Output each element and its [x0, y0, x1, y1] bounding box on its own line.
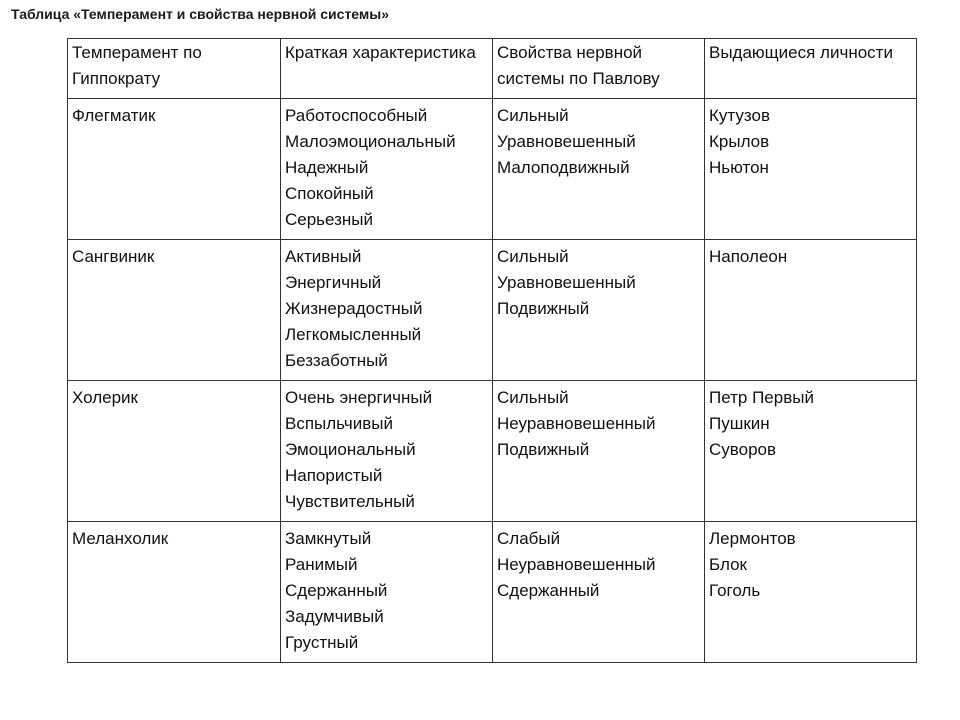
column-header-nervous-system: Свойства нервной системы по Павлову: [493, 39, 705, 99]
personalities-cell: Кутузов Крылов Ньютон: [705, 99, 917, 240]
table-row: [68, 240, 917, 381]
column-header-traits: Краткая характеристика: [281, 39, 493, 99]
column-header-personalities: Выдающиеся личности: [705, 39, 917, 99]
table-row: [68, 381, 917, 522]
nervous-system-cell: Слабый Неуравновешенный Сдержанный: [493, 522, 705, 663]
traits-cell: Работоспособный Малоэмоциональный Надежный Спокойный Серьезный: [281, 99, 493, 240]
temperament-cell: Сангвиник: [68, 240, 281, 381]
personalities-cell: Наполеон: [705, 240, 917, 381]
temperament-cell: Холерик: [68, 381, 281, 522]
traits-cell: Замкнутый Ранимый Сдержанный Задумчивый Грустный: [281, 522, 493, 663]
table-header-row: [68, 39, 917, 99]
nervous-system-cell: Сильный Неуравновешенный Подвижный: [493, 381, 705, 522]
temperament-cell: Флегматик: [68, 99, 281, 240]
temperament-table: [67, 38, 917, 663]
traits-cell: Активный Энергичный Жизнерадостный Легкомысленный Беззаботный: [281, 240, 493, 381]
personalities-cell: Петр Первый Пушкин Суворов: [705, 381, 917, 522]
page-title: Таблица «Темперамент и свойства нервной системы»: [11, 6, 390, 22]
nervous-system-cell: Сильный Уравновешенный Подвижный: [493, 240, 705, 381]
nervous-system-cell: Сильный Уравновешенный Малоподвижный: [493, 99, 705, 240]
column-header-temperament: Темперамент по Гиппократу: [68, 39, 281, 99]
personalities-cell: Лермонтов Блок Гоголь: [705, 522, 917, 663]
temperament-cell: Меланхолик: [68, 522, 281, 663]
table-row: [68, 522, 917, 663]
traits-cell: Очень энергичный Вспыльчивый Эмоциональный Напористый Чувствительный: [281, 381, 493, 522]
table-row: [68, 99, 917, 240]
